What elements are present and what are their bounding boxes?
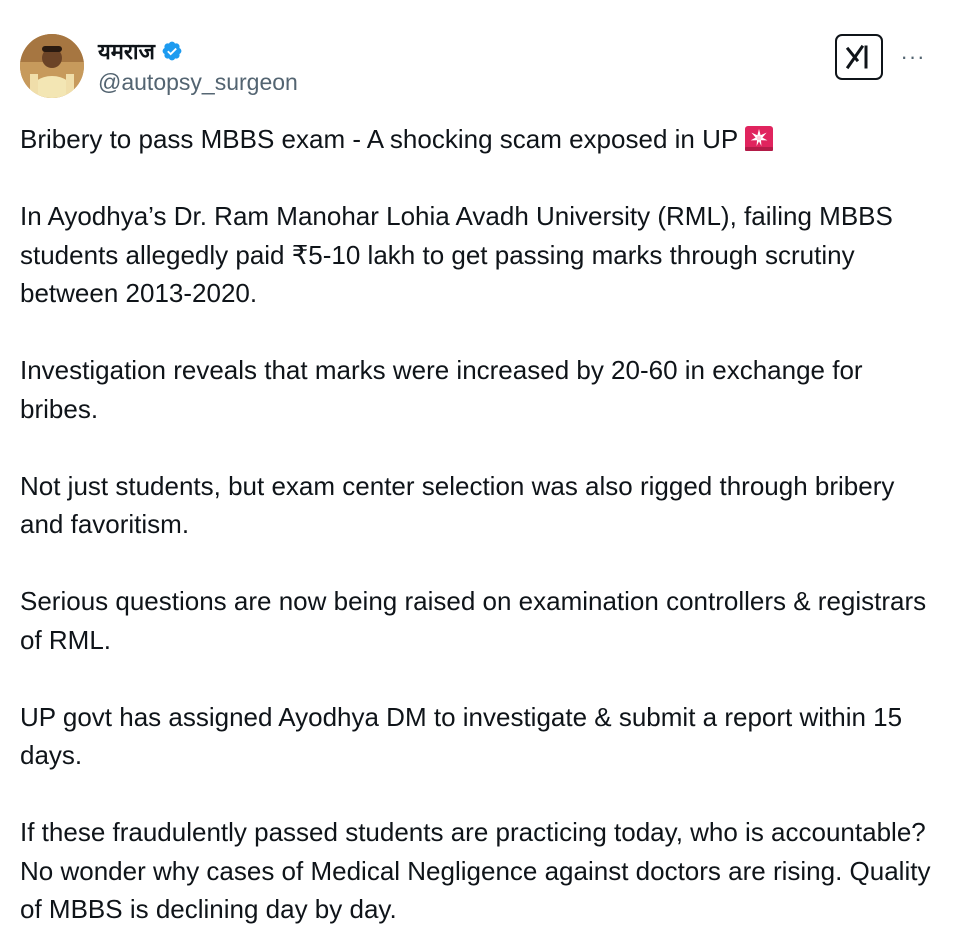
author-avatar[interactable] — [20, 34, 84, 98]
author-names — [98, 36, 298, 96]
display-name-row — [98, 36, 298, 66]
tweet-paragraph: Investigation reveals that marks were increased by 20-60 in exchange for bribes. — [20, 355, 863, 424]
author-handle[interactable]: @autopsy_surgeon — [98, 69, 298, 95]
tweet-paragraph: Not just students, but exam center selection was also rigged through bribery and favoritism. — [20, 470, 895, 539]
avatar-image-icon — [20, 34, 84, 98]
tweet-paragraph: UP govt has assigned Ayodhya DM to investigate & submit a report within 15 days. — [20, 701, 903, 770]
tweet-text — [20, 120, 934, 929]
tweet-paragraph — [20, 120, 934, 159]
grok-icon — [844, 43, 874, 71]
tweet-header — [20, 34, 934, 104]
verified-badge-icon[interactable] — [161, 40, 183, 62]
author-display-name[interactable]: यमराज — [98, 40, 155, 65]
tweet-paragraph-text: Bribery to pass MBBS exam - A shocking scam exposed in UP — [20, 124, 739, 154]
more-options-button[interactable]: ··· — [900, 44, 926, 69]
tweet-paragraph: In Ayodhya’s Dr. Ram Manohar Lohia Avadh University (RML), failing MBBS students allegedly paid ₹5-10 lakh to get passing marks through scrutiny between 2013-2020. — [20, 201, 893, 308]
tweet-paragraph: Serious questions are now being raised on examination controllers & registrars of RML. — [20, 586, 927, 655]
tweet-paragraph: If these fraudulently passed students are practicing today, who is accountable? No wonder why cases of Medical Negligence against doctors are rising. Quality of MBBS is declining day by day. — [20, 817, 931, 924]
police-siren-icon — [744, 123, 774, 153]
grok-button[interactable] — [835, 34, 883, 80]
